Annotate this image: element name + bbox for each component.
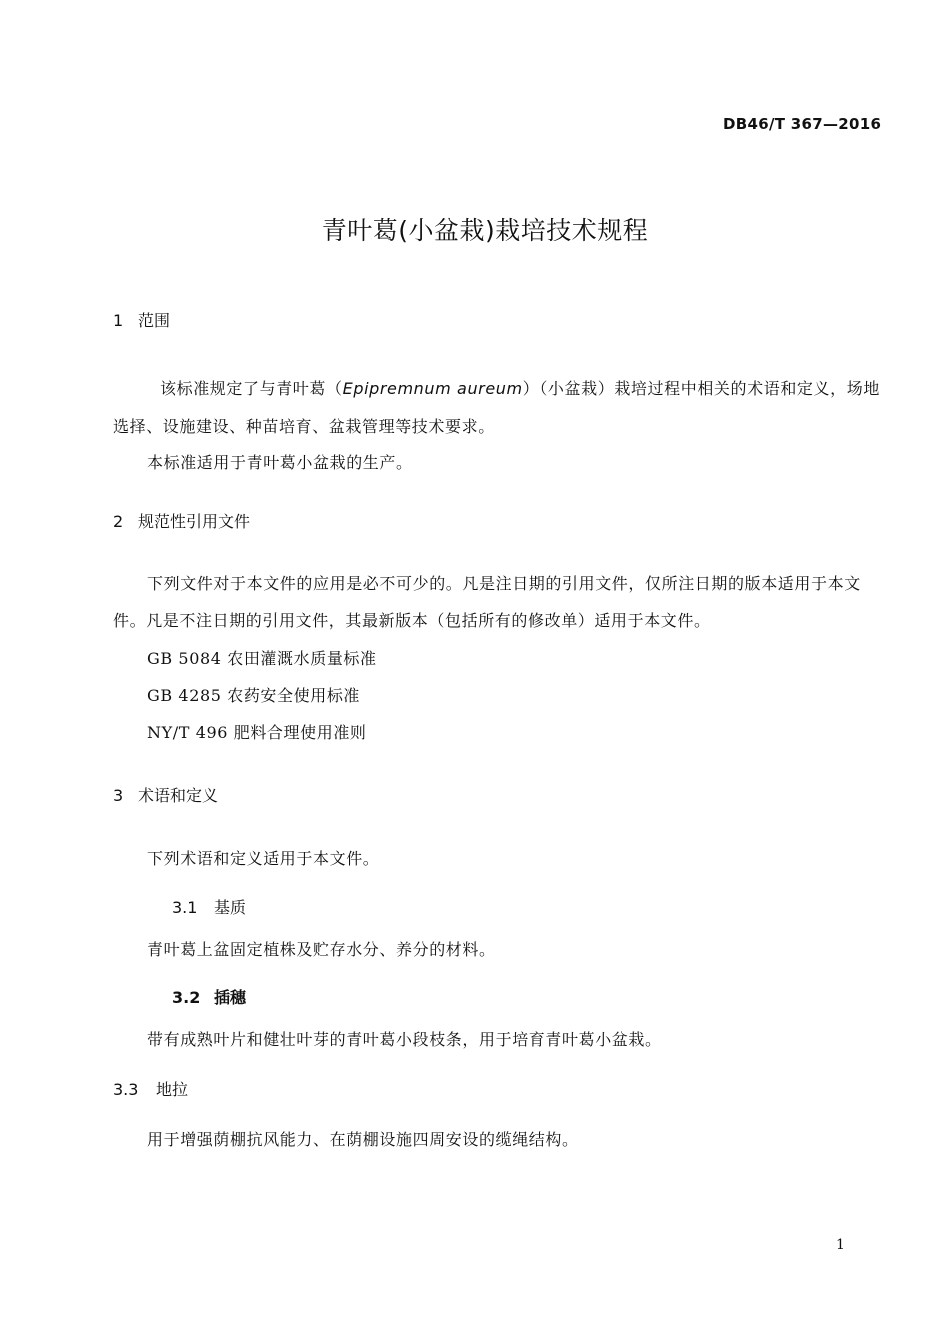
- section-2-paragraph-line-1: 下列文件对于本文件的应用是必不可少的。凡是注日期的引用文件，仅所注日期的版本适用于本文: [147, 574, 861, 593]
- text-run: 该标准规定了与青叶葛（: [160, 379, 343, 398]
- term-number: 3.1: [172, 898, 198, 917]
- section-3-intro: 下列术语和定义适用于本文件。: [147, 849, 380, 868]
- term-3-1-heading: [172, 895, 246, 918]
- document-title: 青叶葛(小盆栽)栽培技术规程: [321, 216, 649, 245]
- term-number: 3.2: [172, 988, 201, 1007]
- term-number: 3.3: [113, 1080, 139, 1099]
- section-3-heading: [113, 783, 218, 806]
- term-3-1-definition: 青叶葛上盆固定植株及贮存水分、养分的材料。: [147, 940, 496, 959]
- section-1-paragraph-1-line-1: [160, 376, 880, 399]
- term-title: 插穗: [214, 988, 247, 1007]
- section-2-heading: [113, 509, 250, 532]
- section-number: 2: [113, 512, 124, 531]
- section-number: 3: [113, 786, 124, 805]
- term-3-2-definition: 带有成熟叶片和健壮叶芽的青叶葛小段枝条，用于培育青叶葛小盆栽。: [147, 1030, 662, 1049]
- section-title: 范围: [138, 311, 171, 330]
- section-number: 1: [113, 311, 124, 330]
- reference-item: NY/T 496 肥料合理使用准则: [147, 723, 367, 742]
- section-title: 规范性引用文件: [138, 512, 251, 531]
- section-1-paragraph-1-line-2: 选择、设施建设、种苗培育、盆栽管理等技术要求。: [113, 417, 495, 436]
- reference-item: GB 5084 农田灌溉水质量标准: [147, 649, 377, 668]
- section-1-heading: [113, 308, 170, 331]
- term-title: 基质: [214, 898, 247, 917]
- term-3-2-heading: [172, 985, 246, 1008]
- section-1-paragraph-2: 本标准适用于青叶葛小盆栽的生产。: [147, 453, 413, 472]
- page-number: 1: [836, 1237, 845, 1253]
- term-3-3-definition: 用于增强荫棚抗风能力、在荫棚设施四周安设的缆绳结构。: [147, 1130, 579, 1149]
- text-run: ）（小盆栽）栽培过程中相关的术语和定义，场地: [522, 379, 880, 398]
- reference-item: GB 4285 农药安全使用标准: [147, 686, 361, 705]
- section-title: 术语和定义: [138, 786, 219, 805]
- standard-code: DB46/T 367—2016: [723, 115, 882, 133]
- section-2-paragraph-line-2: 件。凡是不注日期的引用文件，其最新版本（包括所有的修改单）适用于本文件。: [113, 611, 711, 630]
- latin-name: Epipremnum aureum: [342, 379, 523, 398]
- term-3-3-heading: [113, 1077, 188, 1100]
- term-title: 地拉: [156, 1080, 189, 1099]
